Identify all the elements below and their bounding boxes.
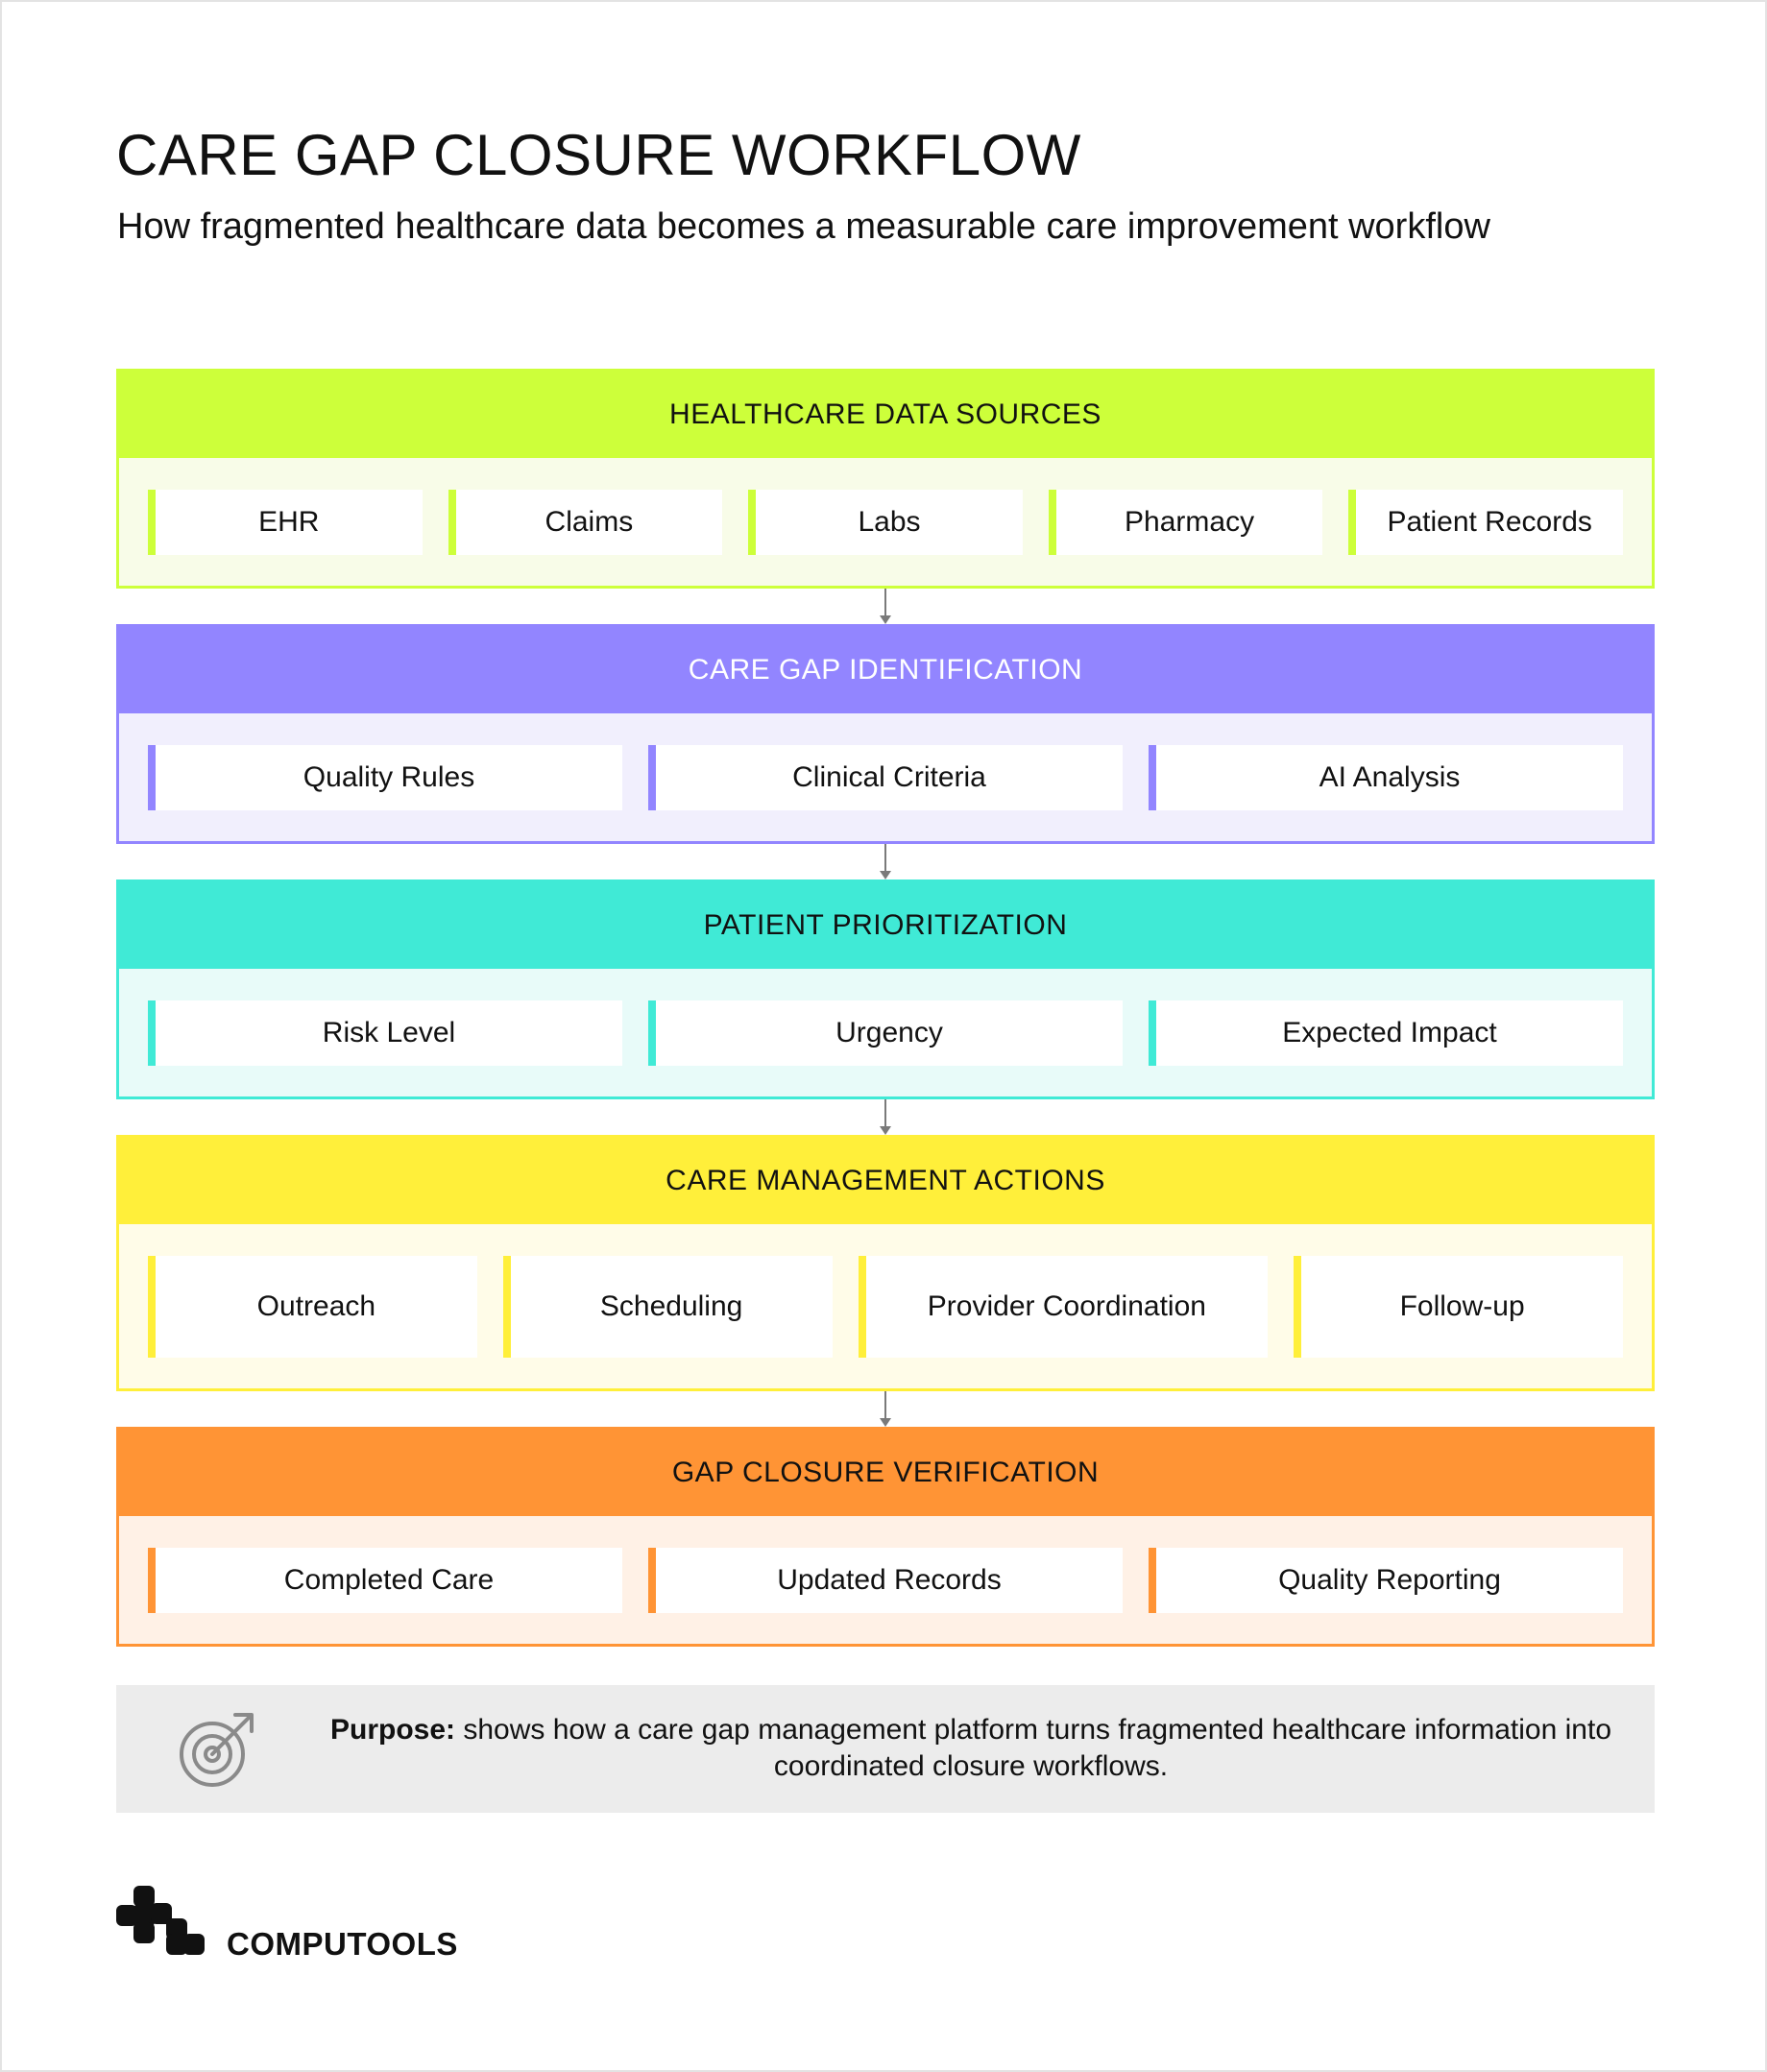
stage-item: Labs [748, 490, 1023, 555]
stage-item: Patient Records [1348, 490, 1623, 555]
stage-title: HEALTHCARE DATA SOURCES [119, 372, 1652, 458]
stage-title: CARE MANAGEMENT ACTIONS [119, 1138, 1652, 1224]
stage-item: Completed Care [148, 1548, 622, 1613]
flow-arrow-icon [884, 589, 886, 622]
stage-items [119, 1516, 1652, 1644]
stage-items [119, 1224, 1652, 1388]
stage-title: PATIENT PRIORITIZATION [119, 882, 1652, 969]
stage-item: Quality Reporting [1149, 1548, 1623, 1613]
flow-arrow-icon [884, 844, 886, 878]
brand-name: COMPUTOOLS [227, 1926, 458, 1962]
stage-items [119, 969, 1652, 1096]
stage-item: Outreach [148, 1256, 477, 1358]
stage-item: Risk Level [148, 1000, 622, 1066]
target-icon [178, 1710, 256, 1789]
stage-1 [116, 369, 1655, 589]
stage-title: CARE GAP IDENTIFICATION [119, 627, 1652, 713]
flow-arrow-icon [884, 1391, 886, 1425]
stage-item: AI Analysis [1149, 745, 1623, 810]
stage-item: Claims [448, 490, 723, 555]
stage-item: Clinical Criteria [648, 745, 1123, 810]
stage-3 [116, 879, 1655, 1099]
page-subtitle: How fragmented healthcare data becomes a measurable care improvement workflow [117, 206, 1490, 247]
stage-items [119, 713, 1652, 841]
purpose-box [116, 1685, 1655, 1813]
stage-title: GAP CLOSURE VERIFICATION [119, 1430, 1652, 1516]
stage-items [119, 458, 1652, 586]
stage-item: Quality Rules [148, 745, 622, 810]
stage-item: Updated Records [648, 1548, 1123, 1613]
stage-item: Follow-up [1294, 1256, 1623, 1358]
flow-arrow-icon [884, 1099, 886, 1133]
computools-logo-icon [116, 1886, 205, 1957]
stage-item: Provider Coordination [859, 1256, 1269, 1358]
page-title: CARE GAP CLOSURE WORKFLOW [116, 123, 1081, 187]
purpose-label: Purpose: [329, 1714, 456, 1746]
stage-4 [116, 1135, 1655, 1391]
stage-item: EHR [148, 490, 423, 555]
stage-2 [116, 624, 1655, 844]
stage-item: Pharmacy [1049, 490, 1323, 555]
stage-item: Urgency [648, 1000, 1123, 1066]
purpose-description: shows how a care gap management platform turns fragmented healthcare information into coordinated closure workflows. [463, 1714, 1612, 1782]
purpose-text [327, 1712, 1614, 1785]
stage-item: Scheduling [503, 1256, 833, 1358]
stage-5 [116, 1427, 1655, 1647]
stage-item: Expected Impact [1149, 1000, 1623, 1066]
